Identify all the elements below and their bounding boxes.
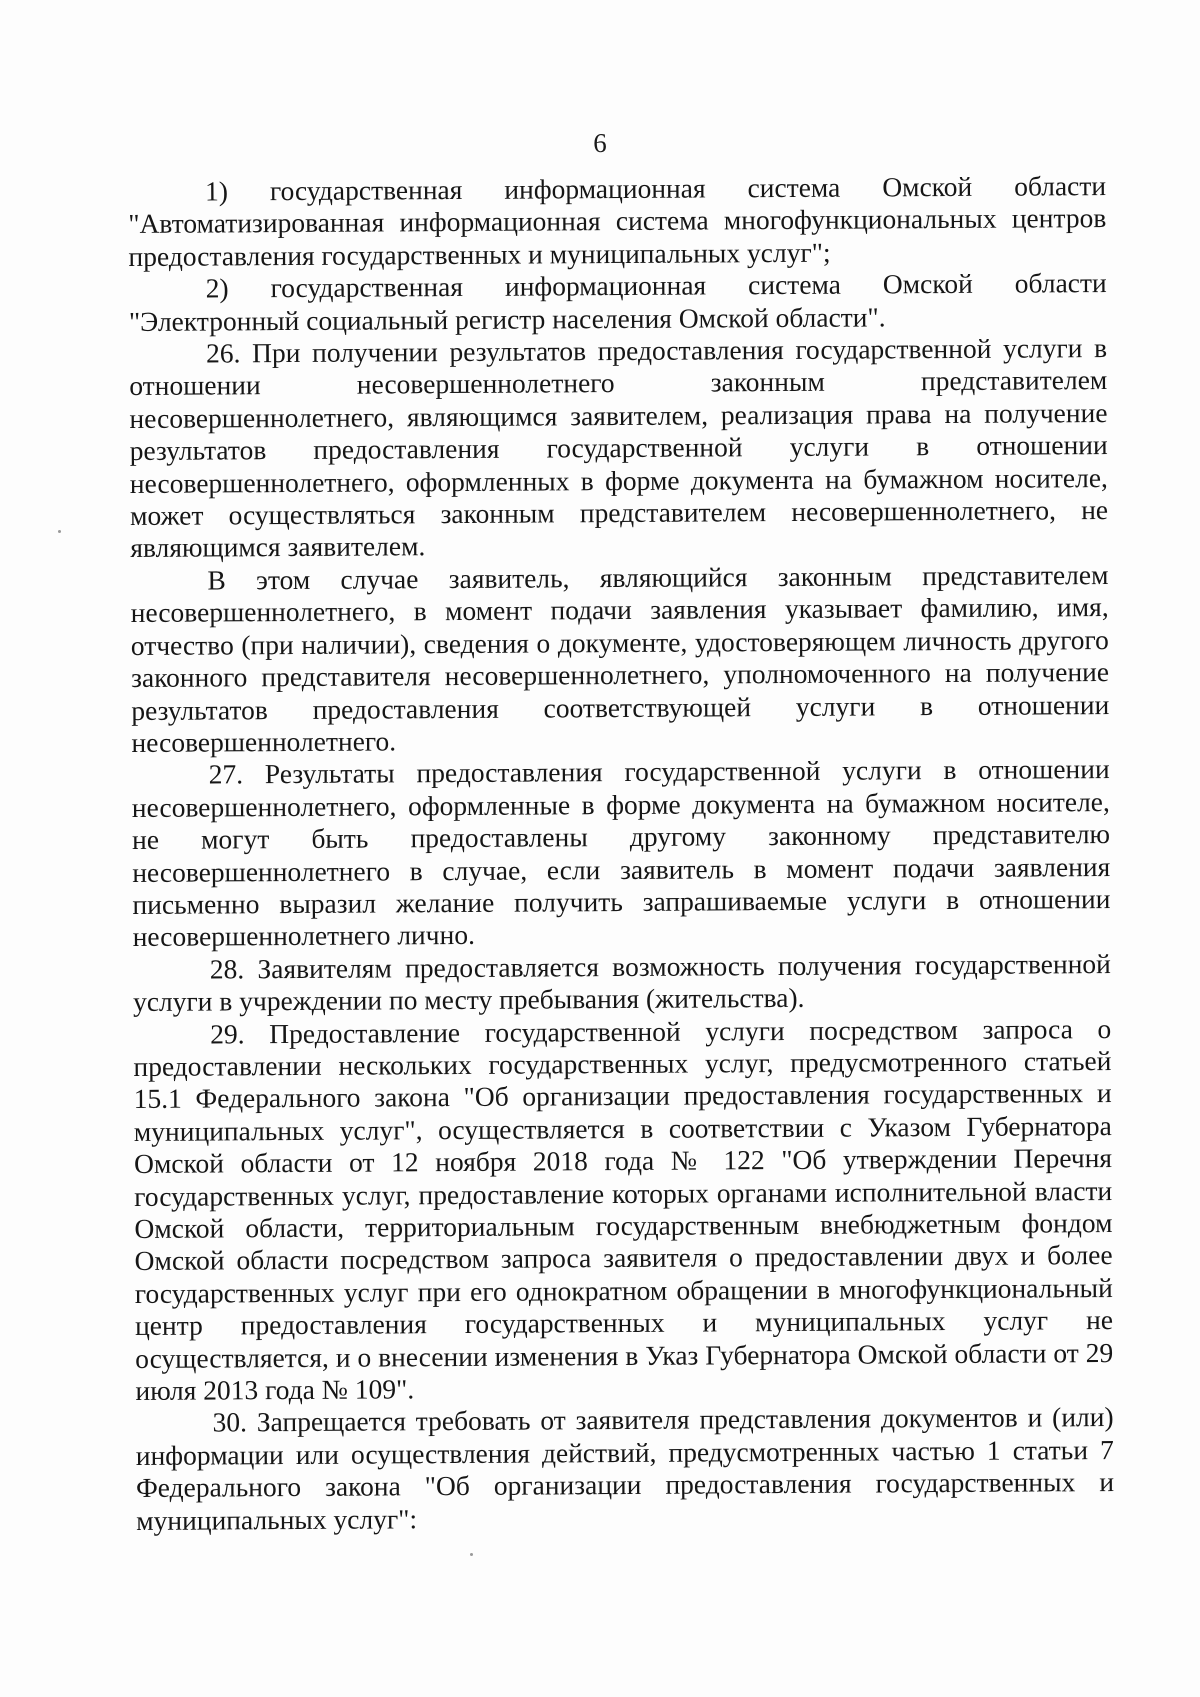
paragraph-26-continuation: В этом случае заявитель, являющийся законным представителем несовершеннолетнего, в момент подачи заявления указывает фамилию, имя, отчество (при наличии), сведения о документе, удостоверяющем личность другого законного представителя несовершеннолетнего, уполномоченного на получение результатов предоставления соответствующей услуги в отношении несовершеннолетнего.: [130, 558, 1110, 758]
paragraph-30: 30. Запрещается требовать от заявителя представления документов и (или) информации или осуществления действий, предусмотренных частью 1 статьи 7 Федерального закона "Об организации предоставления государственных и муниципальных услуг":: [135, 1401, 1115, 1536]
document-body: [128, 170, 1114, 1537]
paragraph-item-1: 1) государственная информационная система Омской области "Автоматизированная информационная система многофункциональных центров предоставления государственных и муниципальных услуг";: [128, 170, 1107, 272]
paragraph-26: 26. При получении результатов предоставления государственной услуги в отношении несовершеннолетнего законным представителем несовершеннолетнего, являющимся заявителем, реализация права на получение результатов предоставления государственной услуги в отношении несовершеннолетнего, оформленных в форме документа на бумажном носителе, может осуществляться законным представителем несовершеннолетнего, не являющимся заявителем.: [129, 332, 1109, 564]
scan-artifact: [58, 530, 61, 533]
paragraph-29: 29. Предоставление государственной услуги посредством запроса о предоставлении нескольких государственных услуг, предусмотренного статьей 15.1 Федерального закона "Об организации предоставления государственных и муниципальных услуг", осуществляется в соответствии с Указом Губернатора Омской области от 12 ноября 2018 года № 122 "Об утверждении Перечня государственных услуг, предоставление которых органами исполнительной власти Омской области, территориальным государственным внебюджетным фондом Омской области посредством запроса заявителя о предоставлении двух и более государственных услуг при его однократном обращении в многофункциональный центр предоставления государственных и муниципальных услуг не осуществляется, и о внесении изменения в Указ Губернатора Омской области от 29 июля 2013 года № 109".: [133, 1012, 1114, 1407]
page-number: 6: [593, 128, 607, 158]
paragraph-item-2: 2) государственная информационная система Омской области "Электронный социальный регистр населения Омской области".: [128, 267, 1107, 337]
scan-artifact: [470, 1553, 473, 1556]
paragraph-27: 27. Результаты предоставления государственной услуги в отношении несовершеннолетнего, оформленные в форме документа на бумажном носителе, не могут быть предоставлены другому законному представителю несовершеннолетнего в случае, если заявитель в момент подачи заявления письменно выразил желание получить запрашиваемые услуги в отношении несовершеннолетнего лично.: [131, 753, 1111, 953]
paragraph-28: 28. Заявителям предоставляется возможность получения государственной услуги в учреждении по месту пребывания (жительства).: [132, 947, 1111, 1018]
